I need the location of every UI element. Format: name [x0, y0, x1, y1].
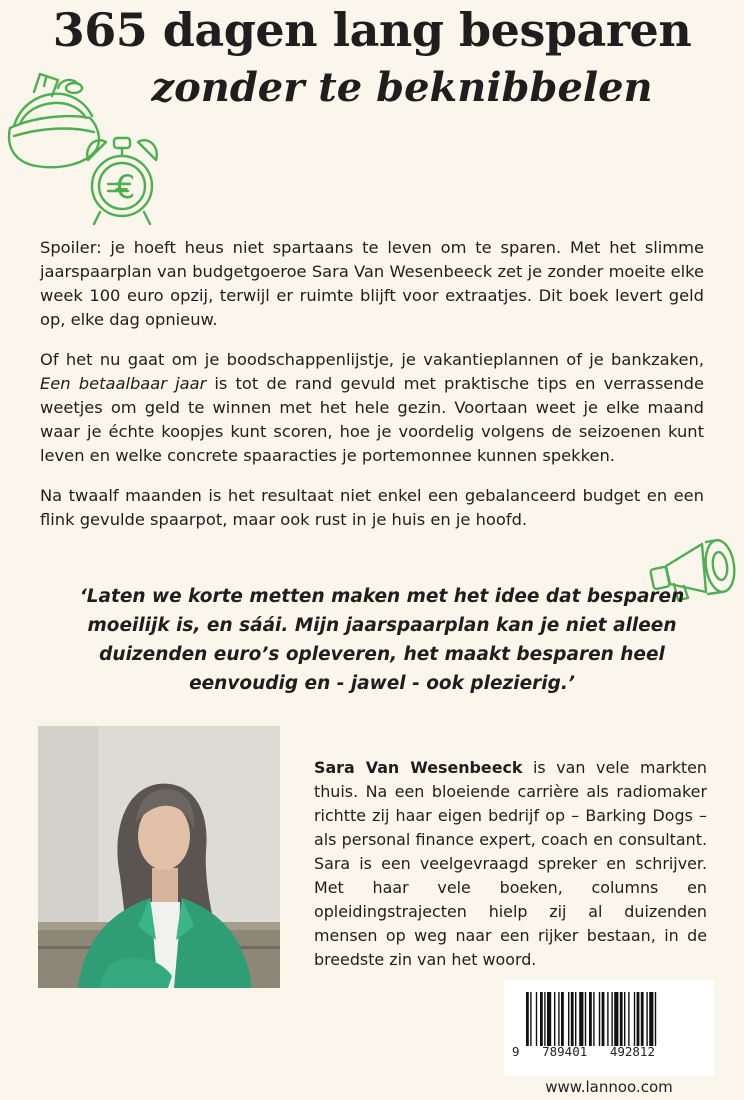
pull-quote: ‘Laten we korte metten maken met het idee dat besparen moeilijk is, en sáái. Mijn jaarspaarplan kan je niet alleen duizenden euro’s opleveren, het maakt besparen heel eenvoudig en - jawel - ook plezierig.’: [79, 586, 685, 694]
barcode-bars: [526, 992, 696, 1046]
barcode: [504, 980, 714, 1076]
result-paragraph: Na twaalf maanden is het resultaat niet enkel een gebalanceerd budget en een flink gevulde spaarpot, maar ook rust in je huis en je hoofd.: [40, 486, 704, 529]
author-bio-text: is van vele markten thuis. Na een bloeiende carrière als radiomaker richtte zij haar eigen bedrijf op – Barking Dogs – als personal finance expert, coach en consultant. Sara is een veelgevraagd spreker en schrijver. Met haar vele boeken, columns en opleidingstrajecten hielp zij al duizenden mensen op weg naar een rijker bestaan, in de breedste zin van het woord.: [314, 758, 707, 969]
title-line-1: 365 dagen lang besparen: [52, 3, 692, 57]
author-bio: [314, 756, 707, 972]
isbn-digits: 9 789401 492812: [512, 1044, 655, 1059]
content-paragraph: [40, 348, 704, 468]
author-photo: [38, 726, 280, 988]
author-name: Sara Van Wesenbeeck: [314, 758, 523, 777]
euro-symbol: €: [114, 168, 136, 206]
title-line-2: zonder te beknibbelen: [151, 64, 653, 111]
intro-paragraph: Spoiler: je hoeft heus niet spartaans te leven om te sparen. Met het slimme jaarspaarplan van budgetgoeroe Sara Van Wesenbeeck zet je zonder moeite elke week 100 euro opzij, terwijl er ruimte blijft voor extraatjes. Dit boek levert geld op, elke dag opnieuw.: [40, 238, 704, 329]
publisher-website: www.lannoo.com: [545, 1078, 673, 1096]
content-paragraph-end: is tot de rand gevuld met praktische tips en verrassende weetjes om geld te winnen met het hele gezin. Voortaan weet je elke maand waar je échte koopjes kunt scoren, hoe je voordelig volgens de seizoenen kunt leven en welke concrete spaaracties je portemonnee kunnen spekken.: [40, 374, 704, 465]
euro-alarm-clock-icon: [80, 130, 162, 230]
content-paragraph-start: Of het nu gaat om je boodschappenlijstje, je vakantieplannen of je bankzaken,: [40, 350, 704, 369]
book-title-inline: Een betaalbaar jaar: [40, 374, 207, 393]
